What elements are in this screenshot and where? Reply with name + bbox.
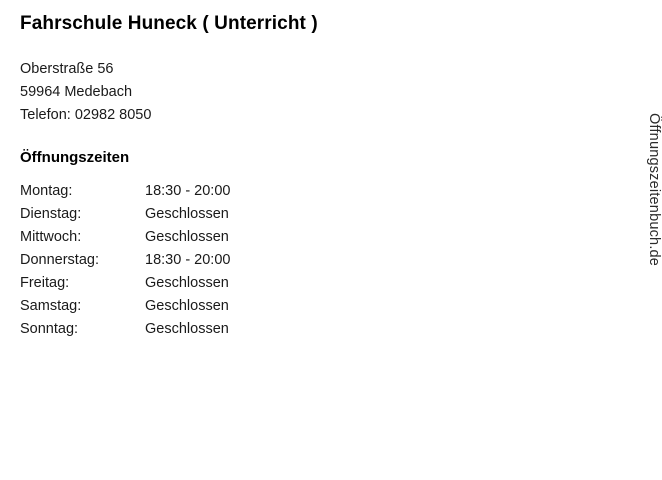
day-label: Sonntag: [20, 321, 79, 337]
table-row [20, 249, 230, 272]
day-hours: Geschlossen [145, 229, 229, 245]
page-title: Fahrschule Huneck ( Unterricht ) [20, 13, 318, 34]
day-label: Samstag: [20, 298, 82, 314]
hours-heading: Öffnungszeiten [20, 149, 130, 166]
address-block [20, 58, 580, 127]
table-row [20, 226, 230, 249]
table-row [20, 295, 230, 318]
business-info-block [20, 12, 580, 341]
table-row [20, 203, 230, 226]
day-label: Dienstag: [20, 206, 82, 222]
day-label: Freitag: [20, 275, 70, 291]
table-row [20, 318, 230, 341]
address-city: 59964 Medebach [20, 84, 133, 100]
address-street: Oberstraße 56 [20, 61, 114, 77]
table-row [20, 272, 230, 295]
day-hours: Geschlossen [145, 321, 229, 337]
day-hours: 18:30 - 20:00 [145, 183, 231, 199]
day-hours: Geschlossen [145, 298, 229, 314]
day-hours: Geschlossen [145, 206, 229, 222]
day-hours: Geschlossen [145, 275, 229, 291]
table-row [20, 180, 230, 203]
day-hours: 18:30 - 20:00 [145, 252, 231, 268]
phone-number: Telefon: 02982 8050 [20, 107, 152, 123]
day-label: Mittwoch: [20, 229, 82, 245]
day-label: Montag: [20, 183, 73, 199]
day-label: Donnerstag: [20, 252, 99, 268]
watermark-text: Öffnungszeitenbuch.de [646, 113, 662, 267]
opening-hours-table [20, 180, 230, 341]
